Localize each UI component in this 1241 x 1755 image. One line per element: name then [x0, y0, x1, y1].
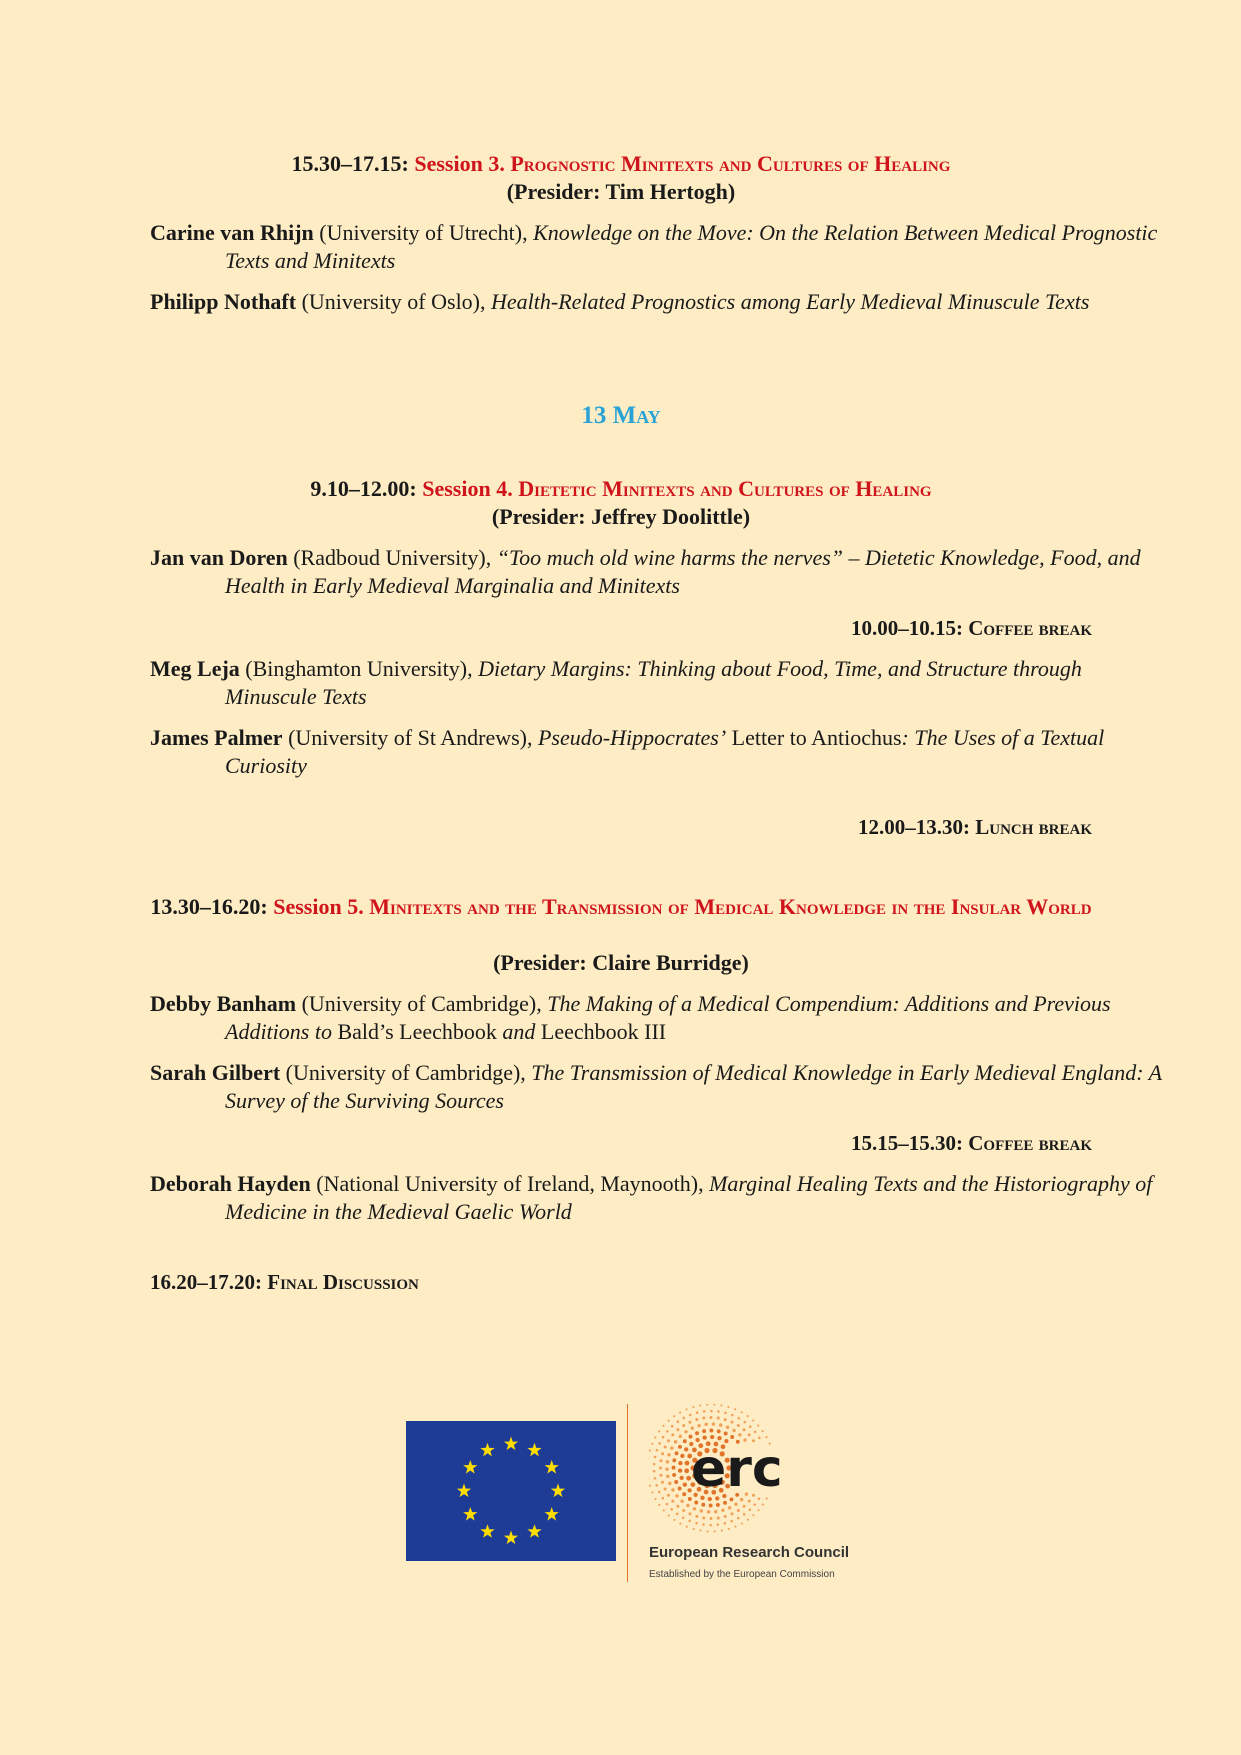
erc-subtitle: Established by the European Commission: [649, 1569, 835, 1580]
erc-dot: [685, 1461, 690, 1466]
erc-dot: [673, 1519, 675, 1521]
erc-dot: [702, 1523, 705, 1526]
erc-dot: [702, 1517, 705, 1520]
erc-dot: [744, 1421, 747, 1424]
erc-dot: [691, 1426, 694, 1429]
session-time: 9.10–12.00:: [310, 476, 417, 501]
erc-dot: [664, 1446, 667, 1449]
erc-dot: [682, 1492, 686, 1496]
erc-dot: [678, 1445, 682, 1449]
speaker-name: Debby Banham: [150, 991, 297, 1016]
erc-dot: [702, 1417, 705, 1420]
erc-dot: [747, 1415, 749, 1417]
speaker-name: James Palmer: [150, 725, 283, 750]
talk-title: The Transmission of Medical Knowledge in Early Medieval England: A Survey of the Surviving Sources: [225, 1060, 1162, 1113]
erc-dot: [753, 1503, 756, 1506]
speaker-name: Jan van Doren: [150, 545, 288, 570]
erc-dot: [693, 1528, 695, 1530]
erc-dot: [689, 1421, 692, 1424]
session-3-presider: (Presider: Tim Hertogh): [506, 179, 736, 204]
talk-title-work: Letter to Antiochus: [726, 725, 902, 750]
erc-dot: [683, 1439, 687, 1443]
erc-dot: [748, 1500, 751, 1503]
erc-dot: [672, 1473, 676, 1477]
session-time: 13.30–16.20:: [150, 894, 268, 919]
erc-dot: [671, 1488, 674, 1491]
erc-dot: [743, 1513, 746, 1516]
erc-dot: [654, 1436, 656, 1438]
erc-dot: [721, 1530, 723, 1532]
erc-dot: [724, 1418, 727, 1421]
erc-dot: [748, 1433, 751, 1436]
speaker-name: Deborah Hayden: [150, 1171, 311, 1196]
talk-item: [150, 724, 1167, 780]
talk-title: The Making of a Medical Compendium: Additions and Previous Additions to: [225, 991, 1111, 1044]
break-label: Coffee break: [968, 1131, 1092, 1155]
speaker-name: Meg Leja: [150, 656, 240, 681]
eu-star: [545, 1507, 559, 1521]
erc-dot: [676, 1428, 679, 1431]
erc-dot: [653, 1470, 656, 1473]
talk-title: “Too much old wine harms the nerves” – Dietetic Knowledge, Food, and Health in Early Medieval Marginalia and Minitexts: [225, 545, 1141, 598]
erc-dot: [683, 1417, 686, 1420]
erc-dot: [728, 1506, 731, 1509]
erc-dot: [752, 1419, 754, 1421]
erc-dot: [689, 1414, 692, 1417]
erc-dot: [671, 1500, 674, 1503]
erc-dot: [689, 1435, 693, 1439]
erc-dot: [658, 1442, 661, 1445]
erc-dot: [737, 1424, 740, 1427]
erc-dot: [674, 1480, 678, 1484]
funder-logos: [406, 1404, 850, 1584]
erc-dot: [743, 1428, 746, 1431]
erc-dot: [710, 1517, 713, 1520]
session-title: Dietetic Minitexts and Cultures of Healing: [518, 476, 932, 501]
erc-dot: [704, 1423, 707, 1426]
erc-dot: [668, 1514, 670, 1516]
erc-dot: [737, 1517, 740, 1520]
speaker-affiliation: (Binghamton University),: [239, 656, 479, 681]
erc-dot: [692, 1406, 694, 1408]
erc-dot: [762, 1430, 764, 1432]
erc-dot: [714, 1510, 717, 1513]
erc-dot: [709, 1524, 712, 1527]
erc-dot: [649, 1485, 651, 1487]
erc-dot: [676, 1505, 679, 1508]
eu-star: [457, 1484, 471, 1498]
eu-star: [480, 1443, 494, 1457]
erc-dot: [734, 1526, 736, 1528]
break-label: Lunch break: [975, 815, 1092, 839]
session-4-heading: [150, 475, 1092, 503]
eu-star: [527, 1524, 541, 1538]
talk-title: Health-Related Prognostics among Early Medieval Minuscule Texts: [491, 289, 1090, 314]
erc-dot: [743, 1505, 746, 1508]
erc-dot: [658, 1430, 660, 1432]
erc-dot: [654, 1477, 657, 1480]
talk-item: [150, 219, 1167, 275]
erc-dots: [649, 1404, 849, 1539]
talk-item: [150, 655, 1167, 711]
talk-title: Knowledge on the Move: On the Relation Between Medical Prognostic Texts and Minitexts: [225, 220, 1158, 273]
talk-item: [150, 1059, 1167, 1115]
break-time: 15.15–15.30:: [850, 1131, 963, 1155]
erc-dot: [717, 1517, 720, 1520]
erc-dot: [749, 1425, 752, 1428]
talk-title-conj: and: [502, 1019, 536, 1044]
erc-dot: [723, 1501, 727, 1505]
erc-dot: [682, 1517, 685, 1520]
erc-dot: [724, 1412, 727, 1415]
talk-item: [150, 990, 1167, 1046]
erc-dot: [716, 1503, 720, 1507]
erc-dot: [666, 1460, 669, 1463]
erc-dot: [717, 1410, 720, 1413]
speaker-name: Carine van Rhijn: [150, 220, 314, 245]
erc-dot: [724, 1522, 727, 1525]
erc-dot: [717, 1417, 720, 1420]
erc-dot: [697, 1424, 700, 1427]
erc-dot: [666, 1430, 669, 1433]
erc-dot: [661, 1481, 664, 1484]
erc-dot: [727, 1406, 729, 1408]
erc-dot: [693, 1507, 696, 1510]
erc-dot: [679, 1411, 681, 1413]
erc-dot: [684, 1447, 688, 1451]
erc-dot: [709, 1504, 713, 1508]
speaker-name: Sarah Gilbert: [150, 1060, 281, 1085]
talk-title-end: : The Uses of a Textual Curiosity: [225, 725, 1105, 778]
erc-dot: [703, 1410, 706, 1413]
erc-dot: [731, 1414, 734, 1417]
eu-star: [504, 1437, 518, 1451]
erc-dot: [671, 1433, 674, 1436]
erc-dot: [686, 1504, 689, 1507]
erc-mark: erc: [691, 1439, 783, 1499]
erc-dot: [671, 1425, 674, 1428]
session-label: Session 4.: [422, 476, 513, 501]
coffee-break: [150, 1129, 1092, 1157]
erc-dot: [673, 1415, 675, 1417]
erc-dot: [720, 1404, 722, 1406]
erc-name: European Research Council: [649, 1544, 850, 1561]
talk-item: [150, 1170, 1167, 1226]
erc-dot: [717, 1523, 720, 1526]
break-label: Coffee break: [968, 616, 1092, 640]
erc-dot: [684, 1468, 689, 1473]
erc-dot: [728, 1528, 730, 1530]
eu-star: [463, 1460, 477, 1474]
speaker-affiliation: (University of Cambridge),: [280, 1060, 532, 1085]
break-time: 10.00–10.15:: [850, 616, 963, 640]
erc-dot: [757, 1509, 759, 1511]
erc-dot: [749, 1509, 752, 1512]
erc-dot: [654, 1498, 656, 1500]
erc-dot: [666, 1503, 669, 1506]
lunch-break: [150, 813, 1092, 841]
erc-dot: [670, 1508, 673, 1511]
day-heading: 13 May: [581, 402, 661, 429]
erc-dot: [676, 1513, 679, 1516]
eu-star: [504, 1531, 518, 1545]
erc-dot: [732, 1429, 735, 1432]
erc-dot: [721, 1509, 724, 1512]
erc-dot: [696, 1411, 699, 1414]
erc-dot: [678, 1461, 682, 1465]
erc-dot: [707, 1510, 710, 1513]
erc-dot: [699, 1404, 701, 1406]
erc-dot: [695, 1515, 698, 1518]
erc-dot: [667, 1453, 670, 1456]
session-label: Session 5.: [273, 894, 364, 919]
erc-dot: [684, 1430, 687, 1433]
erc-dot: [752, 1514, 754, 1516]
erc-dot: [694, 1501, 698, 1505]
final-discussion: [150, 1268, 1092, 1296]
erc-dot: [682, 1424, 685, 1427]
erc-dot: [688, 1520, 691, 1523]
erc-dot: [654, 1456, 657, 1459]
erc-dot: [695, 1522, 698, 1525]
erc-dot: [651, 1491, 653, 1493]
erc-dot: [765, 1436, 767, 1438]
erc-dot: [762, 1504, 764, 1506]
eu-stars: [406, 1421, 616, 1561]
erc-dot: [741, 1411, 743, 1413]
erc-dot: [699, 1530, 701, 1532]
erc-dot: [662, 1436, 665, 1439]
speaker-affiliation: (University of Oslo),: [296, 289, 492, 314]
erc-dot: [757, 1425, 759, 1427]
erc-dot: [738, 1417, 741, 1420]
speaker-affiliation: (University of St Andrews),: [282, 725, 538, 750]
erc-dot: [659, 1467, 662, 1470]
erc-dot: [680, 1454, 684, 1458]
eu-star: [545, 1460, 559, 1474]
eu-star: [463, 1507, 477, 1521]
final-label: Final Discussion: [267, 1270, 419, 1294]
erc-dot: [665, 1467, 668, 1470]
erc-dot: [679, 1523, 681, 1525]
erc-dot: [719, 1423, 722, 1426]
session-label: Session 3.: [414, 151, 505, 176]
session-title: Prognostic Minitexts and Cultures of Healing: [510, 151, 951, 176]
erc-dot: [667, 1494, 670, 1497]
erc-dot: [686, 1408, 688, 1410]
talk-title-work: Leechbook III: [535, 1019, 667, 1044]
erc-dot: [731, 1421, 734, 1424]
erc-dot: [651, 1443, 653, 1445]
talk-title-work: Bald’s Leechbook: [331, 1019, 503, 1044]
erc-dot: [709, 1429, 713, 1433]
logo-divider: [627, 1404, 628, 1582]
erc-dot: [663, 1509, 665, 1511]
erc-dot: [653, 1463, 656, 1466]
erc-dot: [682, 1509, 685, 1512]
erc-dot: [710, 1416, 713, 1419]
session-title: Minitexts and the Transmission of Medical Knowledge in the Insular World: [369, 894, 1092, 919]
erc-dot: [672, 1458, 676, 1462]
erc-dot: [658, 1491, 661, 1494]
session-5-heading: [150, 893, 1092, 921]
erc-dot: [672, 1466, 676, 1470]
erc-dot: [661, 1452, 664, 1455]
eu-star: [480, 1524, 494, 1538]
talk-item: [150, 544, 1167, 600]
erc-dot: [660, 1459, 663, 1462]
erc-dot: [678, 1468, 682, 1472]
erc-dot: [679, 1435, 682, 1438]
erc-dot: [695, 1431, 699, 1435]
erc-dot: [661, 1497, 664, 1500]
erc-dot: [695, 1418, 698, 1421]
erc-dot: [754, 1431, 757, 1434]
erc-dot: [734, 1502, 737, 1505]
final-time: 16.20–17.20:: [150, 1270, 262, 1294]
session-4-presider: (Presider: Jeffrey Doolittle): [491, 504, 751, 529]
erc-dot: [724, 1515, 727, 1518]
erc-dot: [726, 1425, 729, 1428]
erc-dot: [668, 1420, 670, 1422]
talk-item: [150, 288, 1167, 316]
erc-dot: [649, 1450, 651, 1452]
erc-dot: [656, 1449, 659, 1452]
erc-dot: [710, 1410, 713, 1413]
speaker-affiliation: (Radboud University),: [287, 545, 497, 570]
eu-flag-icon: [406, 1421, 616, 1561]
eu-star: [551, 1484, 565, 1498]
speaker-name: Philipp Nothaft: [150, 289, 297, 314]
erc-dot: [700, 1509, 703, 1512]
erc-dot: [737, 1509, 740, 1512]
erc-dot: [658, 1504, 660, 1506]
erc-dot: [668, 1482, 671, 1485]
speaker-affiliation: (University of Cambridge),: [296, 991, 548, 1016]
erc-dot: [689, 1512, 692, 1515]
erc-dot: [712, 1422, 715, 1425]
eu-star: [527, 1443, 541, 1457]
erc-dot: [707, 1530, 709, 1532]
erc-dot: [680, 1499, 683, 1502]
erc-dot: [713, 1404, 715, 1406]
erc-dot: [675, 1494, 678, 1497]
erc-dot: [717, 1429, 721, 1433]
erc-dot: [664, 1488, 667, 1491]
coffee-break: [150, 614, 1092, 642]
erc-dot: [662, 1425, 664, 1427]
erc-dot: [706, 1404, 708, 1406]
erc-dot: [724, 1432, 728, 1436]
talk-title: Dietary Margins: Thinking about Food, Time, and Structure through Minuscule Texts: [225, 656, 1082, 709]
erc-dot: [679, 1476, 683, 1480]
erc-dot: [677, 1420, 680, 1423]
erc-dot: [747, 1519, 749, 1521]
erc-dot: [702, 1429, 706, 1433]
erc-dot: [741, 1522, 743, 1524]
erc-dot: [674, 1440, 677, 1443]
erc-dot: [683, 1482, 687, 1486]
erc-dot: [714, 1530, 716, 1532]
erc-dot: [670, 1446, 673, 1449]
erc-dot: [730, 1520, 733, 1523]
erc-dot: [660, 1474, 663, 1477]
talk-title: Pseudo-Hippocrates’: [537, 725, 727, 750]
erc-dot: [731, 1512, 734, 1515]
talk-title: Marginal Healing Texts and the Historiography of Medicine in the Medieval Gaelic World: [225, 1171, 1153, 1224]
erc-dot: [666, 1475, 669, 1478]
erc-dot: [667, 1439, 670, 1442]
erc-dot: [686, 1526, 688, 1528]
session-5-presider: (Presider: Claire Burridge): [493, 950, 749, 975]
erc-dot: [678, 1487, 682, 1491]
speaker-affiliation: (University of Utrecht),: [313, 220, 534, 245]
erc-dot: [734, 1408, 736, 1410]
erc-dot: [655, 1484, 658, 1487]
break-time: 12.00–13.30:: [857, 815, 970, 839]
speaker-affiliation: (National University of Ireland, Maynooth),: [310, 1171, 710, 1196]
session-time: 15.30–17.15:: [291, 151, 409, 176]
erc-dot: [738, 1433, 741, 1436]
session-3-heading: [150, 150, 1092, 178]
erc-dot: [701, 1503, 705, 1507]
erc-dot: [675, 1451, 679, 1455]
